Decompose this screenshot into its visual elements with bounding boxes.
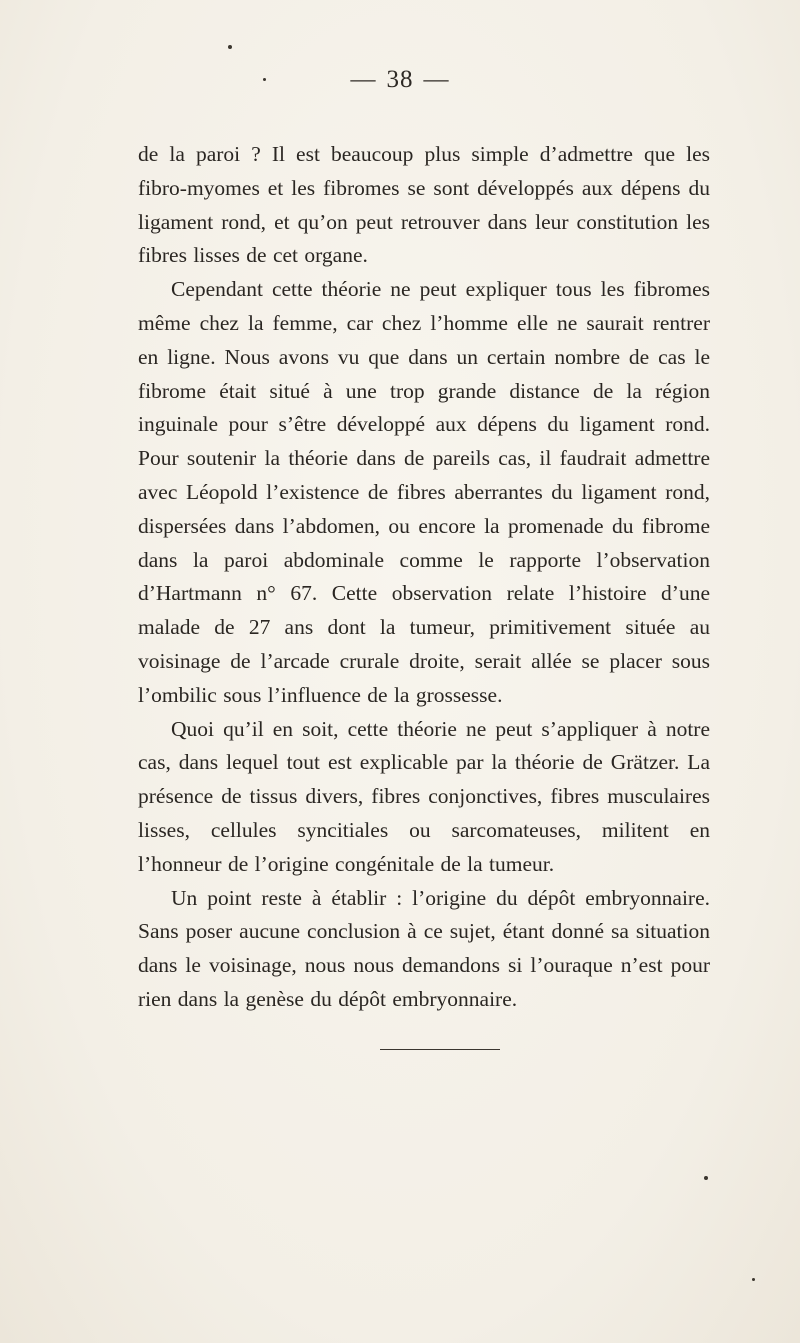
paragraph-embryonic-deposit: Un point reste à établir : l’origine du dépôt embryonnaire. Sans poser aucune conclusion à ce sujet, étant donné sa situation dans le voisinage, nous nous demandons si l’ouraque n’est pour rien dans la genèse du dépôt embryonnaire. (138, 885, 710, 1011)
paragraph-gratzer-theory: Quoi qu’il en soit, cette théorie ne peut s’appliquer à notre cas, dans lequel tout est explicable par la théorie de Grätzer. La présence de tissus divers, fibres conjonctives, fibres musculaires lisses, cellules syncitiales ou sarcomateuses, militent en l’honneur de l’origine congénitale de la tumeur. (138, 716, 710, 876)
page-number (0, 66, 800, 94)
ink-speck (228, 45, 232, 49)
page-number-dash-left: — (350, 66, 377, 93)
section-end-rule (380, 1049, 500, 1050)
ink-speck (704, 1176, 708, 1180)
page-number-value: 38 (386, 66, 414, 93)
paragraph-continuation: de la paroi ? Il est beaucoup plus simple d’admettre que les fibro-myomes et les fibromes se sont développés aux dépens du ligament rond, et qu’on peut retrouver dans leur constitution les fibres lisses de cet organe. (138, 142, 710, 268)
paragraph-theory-limits: Cependant cette théorie ne peut expliquer tous les fibromes même chez la femme, car chez l’homme elle ne saurait rentrer en ligne. Nous avons vu que dans un certain nombre de cas le fibrome était situé à une trop grande distance de la région inguinale pour s’être développé aux dépens du ligament rond. Pour soutenir la théorie dans de pareils cas, il faudrait admettre avec Léopold l’existence de fibres aberrantes du ligament rond, dispersées dans l’abdomen, ou encore la promenade du fibrome dans la paroi abdominale comme le rapporte l’observation d’Hartmann n° 67. Cette observation relate l’histoire d’une malade de 27 ans dont la tumeur, primitivement située au voisinage de l’arcade crurale droite, serait allée se placer sous l’ombilic sous l’influence de la grossesse. (138, 277, 710, 707)
body-text (138, 138, 710, 1017)
page-number-dash-right: — (423, 66, 450, 93)
ink-speck (752, 1278, 755, 1281)
ink-speck (263, 78, 266, 81)
